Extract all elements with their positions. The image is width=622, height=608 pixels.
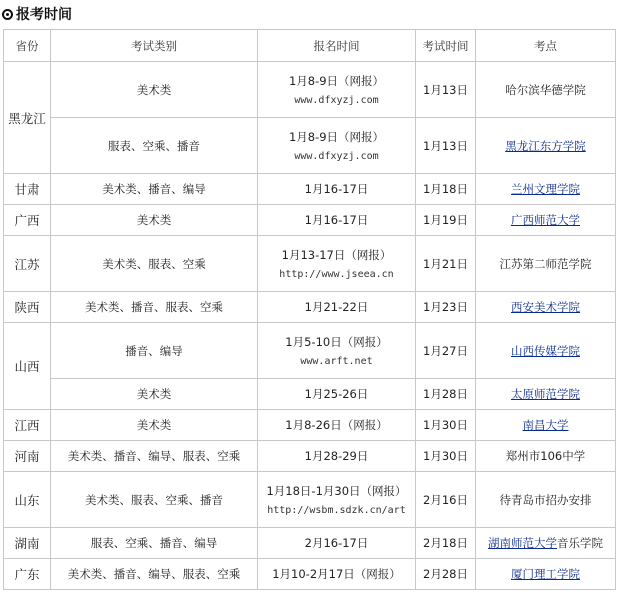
cell-category: 播音、编导 <box>51 323 258 379</box>
register-time-text: 1月25-26日 <box>304 387 369 401</box>
cell-exam-time: 1月30日 <box>416 441 476 472</box>
cell-province: 甘肃 <box>4 174 51 205</box>
cell-category: 美术类 <box>51 205 258 236</box>
cell-exam-time: 1月28日 <box>416 379 476 410</box>
exam-site-link[interactable]: 湖南师范大学 <box>488 536 557 550</box>
cell-category: 美术类、服表、空乘、播音 <box>51 472 258 528</box>
bullet-icon <box>2 9 13 20</box>
cell-province: 山东 <box>4 472 51 528</box>
cell-province: 河南 <box>4 441 51 472</box>
cell-exam-site <box>476 559 616 590</box>
cell-register-time <box>258 441 416 472</box>
register-time-text: 2月16-17日 <box>304 536 369 550</box>
cell-exam-site <box>476 528 616 559</box>
cell-province: 山西 <box>4 323 51 410</box>
cell-exam-site <box>476 118 616 174</box>
table-row <box>4 62 616 118</box>
cell-register-time <box>258 559 416 590</box>
cell-exam-site <box>476 323 616 379</box>
cell-exam-time: 2月16日 <box>416 472 476 528</box>
register-time-text: 1月21-22日 <box>304 300 369 314</box>
cell-register-time <box>258 174 416 205</box>
table-row <box>4 236 616 292</box>
cell-exam-time: 2月18日 <box>416 528 476 559</box>
register-time-text: 1月5-10日（网报） <box>285 335 388 349</box>
cell-register-time <box>258 410 416 441</box>
register-time-text: 1月16-17日 <box>304 213 369 227</box>
register-time-text: 1月8-9日（网报） <box>288 74 385 88</box>
header-category: 考试类别 <box>51 30 258 62</box>
cell-province: 湖南 <box>4 528 51 559</box>
cell-exam-site <box>476 379 616 410</box>
table-body <box>4 62 616 590</box>
cell-category: 美术类 <box>51 410 258 441</box>
exam-site-link[interactable]: 山西传媒学院 <box>511 343 580 358</box>
section-heading-text: 报考时间 <box>16 7 72 23</box>
cell-exam-time: 1月21日 <box>416 236 476 292</box>
exam-schedule-table <box>3 29 616 590</box>
cell-exam-time: 1月30日 <box>416 410 476 441</box>
cell-province: 陕西 <box>4 292 51 323</box>
table-row <box>4 174 616 205</box>
register-time-text: 1月18日-1月30日（网报） <box>266 484 407 498</box>
register-time-text: 1月10-2月17日（网报） <box>272 567 401 581</box>
exam-site-link[interactable]: 西安美术学院 <box>511 300 580 314</box>
table-row <box>4 528 616 559</box>
cell-category: 服表、空乘、播音 <box>51 118 258 174</box>
register-time-text: 1月16-17日 <box>304 182 369 196</box>
table-header-row <box>4 30 616 62</box>
table-row <box>4 379 616 410</box>
exam-site-text: 待青岛市招办安排 <box>499 492 592 507</box>
cell-exam-time: 1月19日 <box>416 205 476 236</box>
exam-site-text: 音乐学院 <box>557 536 603 550</box>
table-row <box>4 323 616 379</box>
exam-site-link[interactable]: 广西师范大学 <box>511 213 580 227</box>
cell-register-time <box>258 205 416 236</box>
cell-province: 江西 <box>4 410 51 441</box>
cell-category: 服表、空乘、播音、编导 <box>51 528 258 559</box>
cell-province: 江苏 <box>4 236 51 292</box>
exam-site-text: 郑州市106中学 <box>505 449 586 463</box>
header-exam-time: 考试时间 <box>416 30 476 62</box>
table-row <box>4 472 616 528</box>
exam-site-link[interactable]: 兰州文理学院 <box>511 182 580 196</box>
register-time-text: 1月8-9日（网报） <box>288 130 385 144</box>
table-row <box>4 441 616 472</box>
cell-exam-time: 1月23日 <box>416 292 476 323</box>
exam-site-link[interactable]: 黑龙江东方学院 <box>505 138 586 153</box>
cell-register-time <box>258 472 416 528</box>
exam-site-link[interactable]: 太原师范学院 <box>511 387 580 401</box>
cell-register-time <box>258 236 416 292</box>
register-time-text: 1月8-26日（网报） <box>285 418 388 432</box>
cell-exam-site <box>476 174 616 205</box>
table-row <box>4 559 616 590</box>
cell-category: 美术类、播音、编导 <box>51 174 258 205</box>
cell-category: 美术类 <box>51 379 258 410</box>
cell-province: 广西 <box>4 205 51 236</box>
table-row <box>4 410 616 441</box>
register-url-text: http://wsbm.sdzk.cn/art <box>267 505 406 516</box>
register-time-text: 1月28-29日 <box>304 449 369 463</box>
register-time-text: 1月13-17日（网报） <box>281 248 392 262</box>
cell-register-time <box>258 528 416 559</box>
cell-category: 美术类、播音、编导、服表、空乘 <box>51 559 258 590</box>
register-url-text: www.dfxyzj.com <box>294 95 379 106</box>
cell-exam-time: 1月13日 <box>416 62 476 118</box>
cell-exam-site <box>476 205 616 236</box>
register-url-text: www.arft.net <box>300 356 373 367</box>
table-row <box>4 118 616 174</box>
table-row <box>4 292 616 323</box>
exam-site-link[interactable]: 南昌大学 <box>522 418 569 432</box>
cell-register-time <box>258 292 416 323</box>
cell-province: 黑龙江 <box>4 62 51 174</box>
cell-exam-time: 1月13日 <box>416 118 476 174</box>
register-url-text: http://www.jseea.cn <box>279 269 394 280</box>
exam-site-link[interactable]: 厦门理工学院 <box>511 567 580 581</box>
cell-exam-site <box>476 472 616 528</box>
header-province: 省份 <box>4 30 51 62</box>
table-row <box>4 205 616 236</box>
exam-site-text: 江苏第二师范学院 <box>499 256 592 271</box>
cell-register-time <box>258 379 416 410</box>
cell-exam-time: 2月28日 <box>416 559 476 590</box>
exam-site-text: 哈尔滨华德学院 <box>505 82 586 97</box>
cell-exam-site <box>476 410 616 441</box>
cell-exam-site <box>476 292 616 323</box>
section-heading <box>2 3 72 25</box>
cell-exam-site <box>476 236 616 292</box>
cell-exam-time: 1月27日 <box>416 323 476 379</box>
cell-category: 美术类、服表、空乘 <box>51 236 258 292</box>
cell-register-time <box>258 62 416 118</box>
cell-category: 美术类、播音、服表、空乘 <box>51 292 258 323</box>
header-exam-site: 考点 <box>476 30 616 62</box>
cell-exam-site <box>476 441 616 472</box>
cell-province: 广东 <box>4 559 51 590</box>
cell-register-time <box>258 323 416 379</box>
cell-category: 美术类、播音、编导、服表、空乘 <box>51 441 258 472</box>
register-url-text: www.dfxyzj.com <box>294 151 379 162</box>
cell-exam-site <box>476 62 616 118</box>
cell-exam-time: 1月18日 <box>416 174 476 205</box>
cell-register-time <box>258 118 416 174</box>
cell-category: 美术类 <box>51 62 258 118</box>
header-register-time: 报名时间 <box>258 30 416 62</box>
